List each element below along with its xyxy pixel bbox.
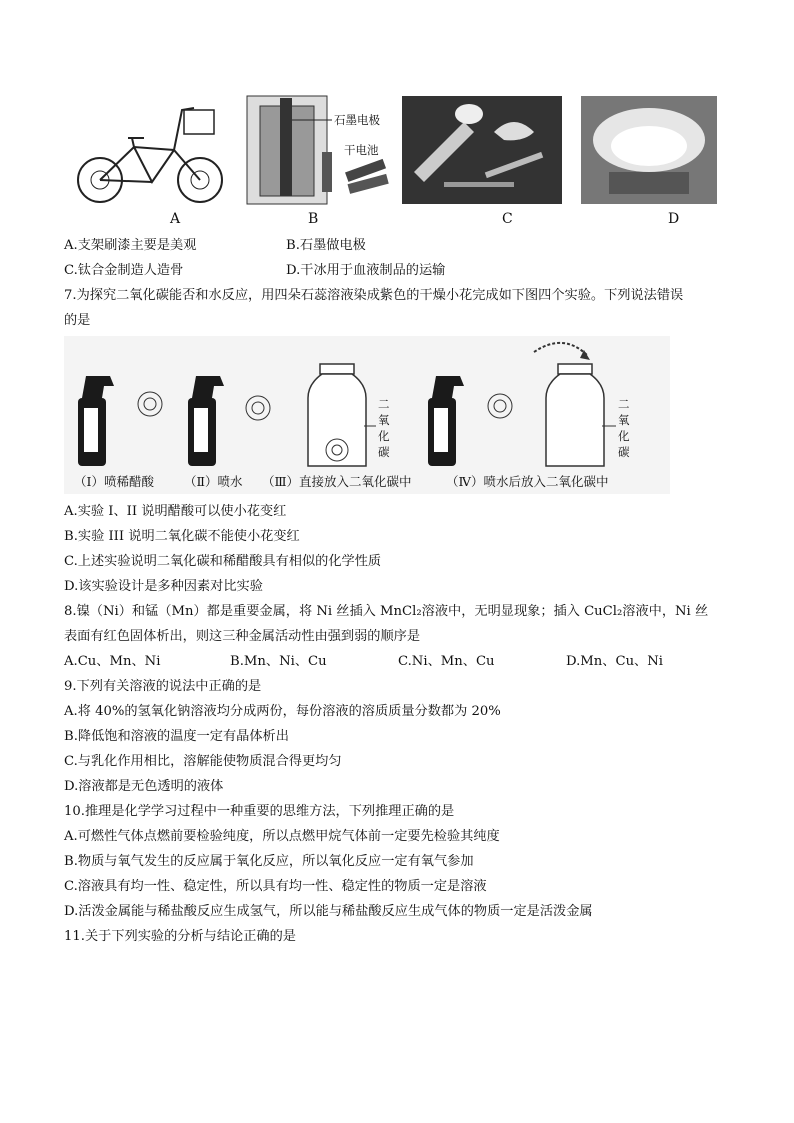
q9-option-b: B.降低饱和溶液的温度一定有晶体析出	[64, 729, 289, 744]
caption-iii: （Ⅲ）直接放入二氧化碳中	[262, 474, 412, 489]
q9-option-c: C.与乳化作用相比，溶解能使物质混合得更均匀	[64, 754, 342, 769]
panel-label-c: C	[502, 211, 513, 227]
titanium-implant-image	[402, 96, 562, 204]
q11-stem: 11.关于下列实验的分析与结论正确的是	[64, 929, 296, 944]
q6-option-a: A.支架刷漆主要是美观	[64, 238, 197, 253]
q7-option-c: C.上述实验说明二氧化碳和稀醋酸具有相似的化学性质	[64, 554, 382, 569]
q10-option-d: D.活泼金属能与稀盐酸反应生成氢气，所以能与稀盐酸反应生成气体的物质一定是活泼金属	[64, 904, 593, 919]
q8-option-d: D.Mn、Cu、Ni	[566, 654, 664, 669]
q10-option-b: B.物质与氧气发生的反应属于氧化反应，所以氧化反应一定有氧气参加	[64, 854, 474, 869]
caption-iv: （Ⅳ）喷水后放入二氧化碳中	[446, 474, 609, 489]
q10-stem: 10.推理是化学学习过程中一种重要的思维方法，下列推理正确的是	[64, 804, 455, 819]
battery-label-dry-cell: 干电池	[344, 143, 379, 157]
q6-option-b: B.石墨做电极	[286, 238, 366, 253]
svg-text:化: 化	[618, 429, 630, 443]
caption-ii: （Ⅱ）喷水	[184, 474, 243, 489]
q10-option-c: C.溶液具有均一性、稳定性，所以具有均一性、稳定性的物质一定是溶液	[64, 879, 487, 894]
q9-option-a: A.将 40%的氢氧化钠溶液均分成两份，每份溶液的溶质质量分数都为 20%	[64, 704, 501, 719]
caption-i: （Ⅰ）喷稀醋酸	[74, 474, 154, 489]
q8-option-b: B.Mn、Ni、Cu	[230, 654, 327, 669]
q7-stem-line-2: 的是	[64, 313, 91, 328]
q10-option-a: A.可燃性气体点燃前要检验纯度，所以点燃甲烷气体前一定要先检验其纯度	[64, 829, 500, 844]
panel-label-b: B	[308, 211, 319, 227]
q8-option-a: A.Cu、Mn、Ni	[64, 654, 161, 669]
panel-label-d: D	[668, 211, 680, 227]
gas-jar-icon	[308, 364, 366, 466]
svg-text:二: 二	[378, 397, 390, 411]
svg-text:氧: 氧	[378, 413, 390, 427]
figure-uses-of-materials	[64, 92, 730, 232]
q9-option-d: D.溶液都是无色透明的液体	[64, 779, 224, 794]
svg-text:碳: 碳	[618, 445, 630, 459]
q8-stem-line-1: 8.镍（Ni）和锰（Mn）都是重要金属，将 Ni 丝插入 MnCl₂溶液中，无明显现象；插入 CuCl₂溶液中，Ni 丝	[64, 604, 709, 619]
gas-jar-icon	[546, 364, 604, 466]
svg-text:二: 二	[618, 397, 630, 411]
q8-stem-line-2: 表面有红色固体析出，则这三种金属活动性由强到弱的顺序是	[64, 629, 421, 644]
q7-option-d: D.该实验设计是多种因素对比实验	[64, 579, 263, 594]
q7-option-a: A.实验 I、II 说明醋酸可以使小花变红	[64, 504, 287, 519]
q6-option-c: C.钛合金制造人造骨	[64, 263, 184, 278]
q6-option-d: D.干冰用于血液制品的运输	[286, 263, 446, 278]
svg-text:化: 化	[378, 429, 390, 443]
dry-ice-image	[581, 96, 717, 204]
bicycle-image	[78, 108, 222, 202]
panel-label-a: A	[170, 211, 181, 227]
q7-stem-line-1: 7.为探究二氧化碳能否和水反应，用四朵石蕊溶液染成紫色的干燥小花完成如下图四个实验。下列说法错误	[64, 288, 684, 303]
q7-option-b: B.实验 III 说明二氧化碳不能使小花变红	[64, 529, 300, 544]
svg-text:氧: 氧	[618, 413, 630, 427]
battery-label-graphite: 石墨电极	[334, 113, 380, 127]
q9-stem: 9.下列有关溶液的说法中正确的是	[64, 679, 262, 694]
svg-text:碳: 碳	[378, 445, 390, 459]
figure-co2-flower-experiment	[64, 336, 670, 494]
q8-option-c: C.Ni、Mn、Cu	[398, 654, 495, 669]
